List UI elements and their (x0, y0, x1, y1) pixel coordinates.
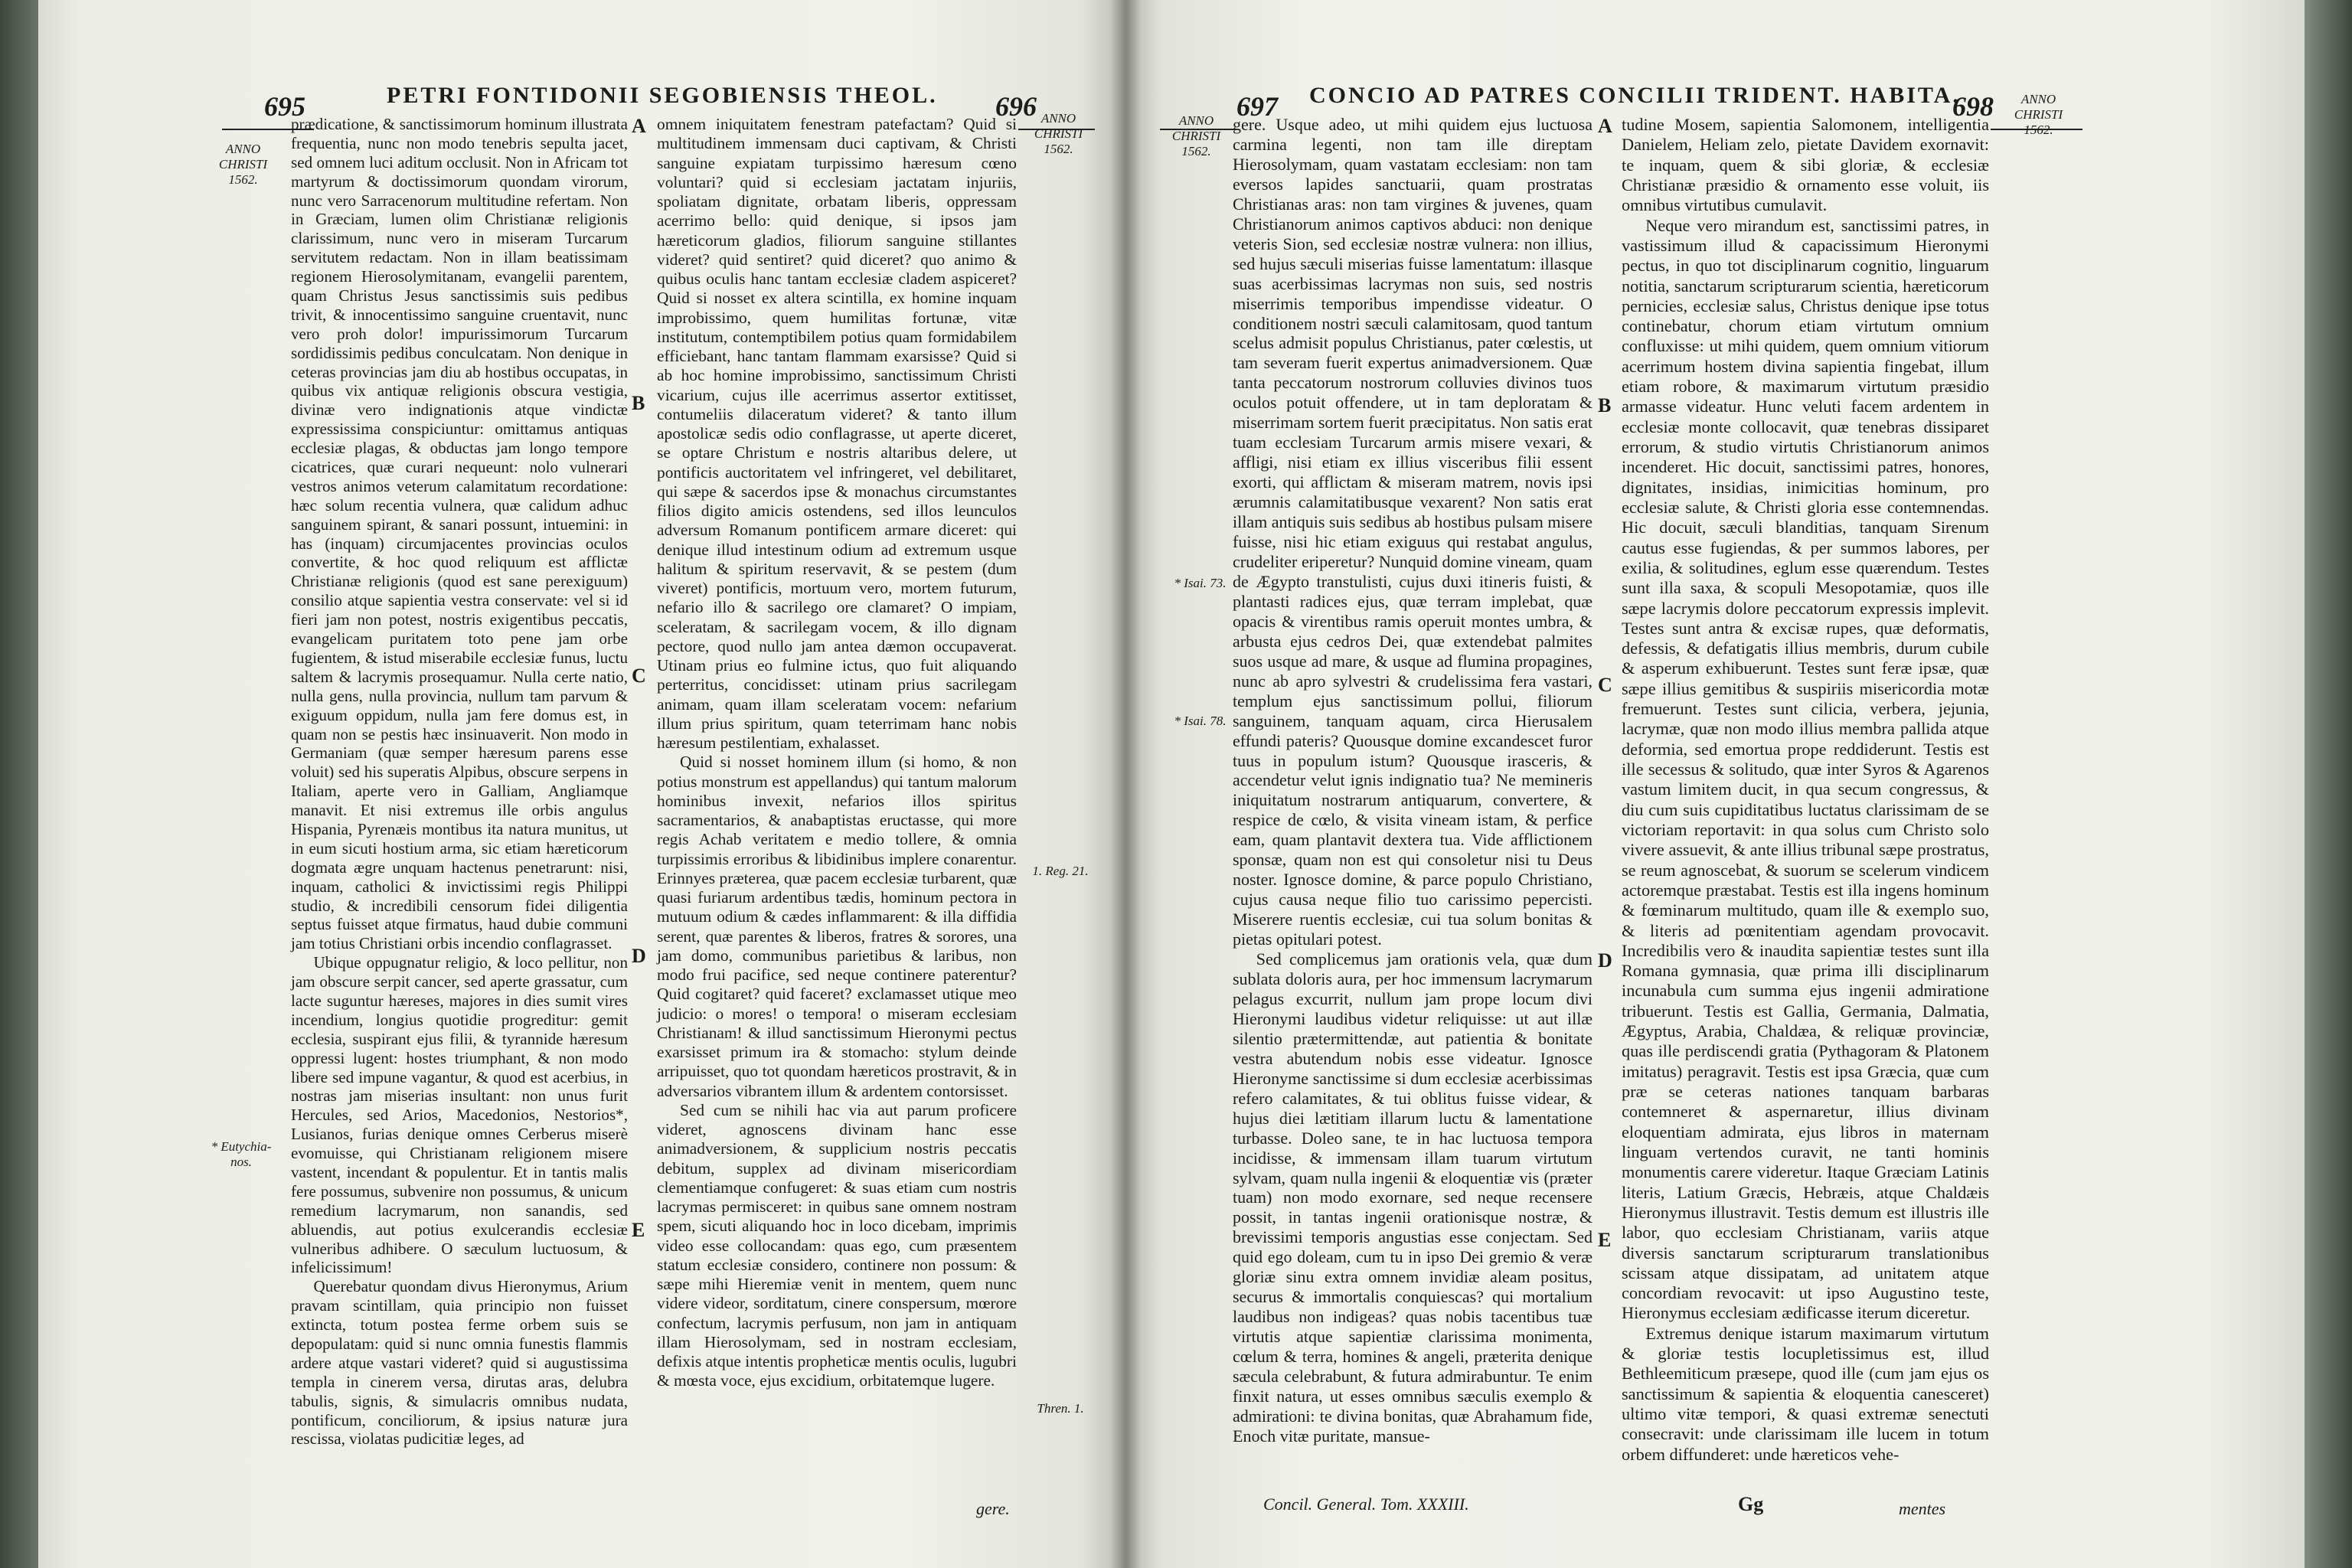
catchword-left: gere. (976, 1499, 1010, 1518)
paragraph: tudine Mosem, sapientia Salomonem, intelligentia Danielem, Heliam zelo, pietate Davidem exornavit: te inquam, quem & sibi gloriæ, & ecclesiæ Christianæ præsidio & ornamento esse voluit, iis omnibus virtutibus cumulavit. (1622, 115, 1989, 215)
section-letter-b: B (1598, 394, 1612, 416)
page-number-697: 697 (1236, 91, 1278, 122)
left-page-column-1 (291, 115, 628, 1449)
section-letter-a: A (632, 115, 646, 137)
margin-note-reg: 1. Reg. 21. (1032, 864, 1089, 878)
page-number-695: 695 (264, 91, 305, 122)
section-letter-e: E (1598, 1229, 1612, 1251)
page-number-698: 698 (1952, 91, 1994, 122)
section-letter-c: C (1598, 674, 1612, 696)
paragraph: gere. Usque adeo, ut mihi quidem ejus luctuosa carmina legenti, non tam ille direptam Hierosolymam, quam vastatam ecclesiam: non tam eversos lapides sanctuarii, quam prostratas Christianas aras: non tam virgines & juvenes, quam Christianorum animos captivos abduci: non denique veteris Sion, sed ecclesiæ nostræ vulnera: non illius, sed hujus sæculi miserias fuisse lamentatum: illasque suas acerbissimas lacrymas non suis, sed nostris miserrimis temporibus impendisse videatur. O conditionem nostri sæculi calamitosam, quod tantum scelus admisit populus Christianus, pater cœlestis, ut tam severam fuerit expertus animadversionem. Quæ tanta peccatorum nostrorum colluvies divinos tuos oculos potuit offendere, ut in tam deploratam & miserrimam sortem fuerit præcipitatus. Non satis erat tuam ecclesiam Turcarum armis misere vexari, & affligi, nisi etiam ex illius visceribus filii essent exorti, qui afflictam & miseram matrem, novis ipsi ærumnis calamitatibusque vexarent? Non satis erat illam antiquis suis sedibus ab hostibus pulsam misere fuisse, nisi hic etiam exiguus qui restabat angulus, crudeliter eriperetur? Nunquid domine vineam, quam de Ægypto transtulisti, cujus duxi itineris fuisti, & plantasti radices ejus, quæ terram implebat, quæ opacis & virentibus ramis operuit montes umbra, & arbusta ejus cedros Dei, quæ extendebat palmites suos usque ad mare, & usque ad flumina propagines, nunc ab apro sylvestri & crudelissima fera vastari, templum ejus sanctissimum pollui, filiorum sanguinem, tanquam aquam, circa Hierusalem effundi pateris? Quousque domine excandescet furor tuus in populum istum? Quousque irasceris, & accendetur velut ignis indignatio tua? Ne memineris iniquitatum nostrarum antiquarum, convertere, & respice de cœlo, & visita vineam istam, & perfice eam, quam plantavit dextera tua. Vide afflictionem sponsæ, quam non est qui consoletur nisi tu Deus noster. Ignosce domine, & parce populo Christiano, cujus causa neque filio tuo carissimo pepercisti. Miserere ruentis ecclesiæ, cui tua solum bonitas & pietas opitulari potest. (1233, 115, 1592, 949)
paragraph: Sed cum se nihili hac via aut parum proficere videret, agnoscens divinam hanc esse animadversionem, & supplicium nostris peccatis debitum, supplex ad divinam misericordiam clementiamque confugeret: & suas etiam cum nostris lacrymas permisceret: in quibus sane omnem nostram spem, sicuti aliquando hoc in loco dicebam, imprimis video esse collocandam: quas ego, cum præsentem statum ecclesiæ considero, continere non possum: & sæpe mihi Hieremiæ venit in mentem, quem nunc videre videor, sorditatum, cinere conspersum, mœrore confectum, lacrymis perfusum, non jam in antiquam illam Hierosolymam, sed in nostram ecclesiam, defixis atque intentis propheticæ mentis oculis, lugubri & mœsta voce, ejus excidium, orbitatemque lugere. (657, 1100, 1017, 1390)
signature-mark: Gg (1738, 1493, 1764, 1515)
section-letter-c: C (632, 665, 646, 687)
running-head-left: PETRI FONTIDONII SEGOBIENSIS THEOL. (387, 83, 938, 108)
margin-note-isai-78: * Isai. 78. (1174, 714, 1227, 728)
right-page-column-2 (1622, 115, 1989, 1465)
left-page-column-2 (657, 115, 1017, 1391)
margin-anno-left: ANNO CHRISTI 1562. (1171, 113, 1221, 158)
section-letter-b: B (632, 392, 645, 414)
paragraph: Querebatur quondam divus Hieronymus, Arium pravam scintillam, quia principio non fuisset extincta, totum postea ferme orbem suis se depopulatam: quid si nunc omnia funestis flammis ardere atque vastari videret? quid si augustissima templa in cinerem versa, dirutas aras, delubra tabulis, signis, & simulacris omnibus nudata, pontificum, conciliorum, & ipsius naturæ jura rescissa, violatas pudicitiæ leges, ad (291, 1277, 628, 1449)
section-letter-d: D (1598, 949, 1612, 972)
section-letter-d: D (632, 945, 646, 967)
section-letter-e: E (632, 1219, 645, 1241)
paragraph: Sed complicemus jam orationis vela, quæ dum sublata doloris aura, per hoc immensum lacrymarum pelagus excurrit, nullum jam prope locum divi Hieronymi laudibus videtur reliquisse: ut aut illæ silentio prætermittendæ, aut patientia & bonitate vestra abutendum nobis esse videatur. Ignosce Hieronyme sanctissime si dum ecclesiæ acerbissimas refero calamitates, & tui oblitus fuisse videar, & hujus diei lætitiam illarum luctu & lamentatione turbasse. Doleo sane, te in hac luctuosa tempora incidisse, & immensam illam tuarum virtutum sylvam, quam nulla ingenii & eloquentiæ vis (præter tuam) non modo exornare, sed neque recensere possit, in tantas ingenii orationisque nostræ, & brevissimi temporis angustias esse conjectam. Sed quid ego doleam, cum tu in ipso Dei gremio & veræ gloriæ sinu extra omnem invidiæ aleam positus, securus & immortalis conquiescas? qui mortalium laudibus non indigeas? quas nobis tacentibus tuæ virtutis atque sapientiæ clarissima monimenta, cœlum & terra, homines & angeli, præterita denique sæcula celebrabunt, & futura admirabuntur. Te enim finxit natura, ut esses omnibus sæculis exemplo & admirationi: te divina bonitas, quæ Abrahamum fide, Enoch vitæ puritate, mansue- (1233, 949, 1592, 1446)
page-number-696: 696 (995, 91, 1037, 122)
running-head-right: CONCIO AD PATRES CONCILII TRIDENT. HABITA. (1309, 83, 1961, 108)
paragraph: Ubique oppugnatur religio, & loco pellitur, non jam obscure serpit cancer, sed aperte grassatur, cum lacte suguntur hæreses, majores in dies sumit vires incendium, longius quotidie progreditur: gemit ecclesia, suspirant ejus filii, & tyrannide hæresum oppressi lugent: hostes triumphant, & non modo libere sed impune vagantur, & quod est acerbius, in nostras jam miserias insultant: non unus furit Hercules, sed Arios, Macedonios, Nestorios*, Lusianos, furias denique omnes Cerberus miserè evomuisse, qui Christianam religionem misere vastent, incendant & populentur. Et in tantis malis fere possumus, subvenire non possumus, & unicum remedium lacrymarum, non sanandis, sed abluendis, aut potius exulcerandis ecclesiæ vulneribus adhibere. O sæculum luctuosum, & infelicissimum! (291, 953, 628, 1277)
margin-note-eutychianos: * Eutychia-nos. (211, 1139, 272, 1169)
footer-volume: Concil. General. Tom. XXXIII. (1263, 1494, 1469, 1514)
paragraph: Extremus denique istarum maximarum virtutum & gloriæ testis locupletissimus est, illud Bethleemiticum præsepe, quod ille (cum jam ejus os sanctissimum & sapientia & eloquentia canesceret) ultimo vitæ tempori, & quasi extremæ senectuti consecravit: unde clarissimam ille lucem in totum orbem diffunderet: unde hæreticos vehe- (1622, 1323, 1989, 1464)
paragraph: prædicatione, & sanctissimorum hominum illustrata frequentia, nunc non modo tenebris sepulta jacet, sed omnem luci aditum occlusit. Non in Africam tot martyrum & doctissimorum quondam virorum, nunc vero Sarracenorum multitudine refertam. Non in Græciam, lumen olim Christianæ religionis clarissimum, nunc vero in miseram Turcarum servitutem redactam. Non in illam beatissimam regionem Hierosolymitanam, evangelii parentem, quam Christus Jesus sanctissimis suis pedibus trivit, & innocentissimo sanguine cruentavit, nunc vero proh dolor! impurissimorum Turcarum sordidissimis pedibus conculcatam. Non denique in ceteras provincias jam diu ab hostibus occupatas, in quibus vix antiquæ religionis obscura vestigia, divinæ vero indignationis atque vindictæ expressissima conspiciuntur: omittamus antiquas ecclesiæ plagas, & obductas jam longo tempore cicatrices, quæ curari nequeunt: nolo vulnerari vestros animos veterum calamitatum recordatione: hæc solum recentia vulnera, quæ calidum adhuc sanguinem spirant, & sanari possunt, intuemini: in has (inquam) circumjacentes provincias oculos convertite, & hoc quod reliquum est afflictæ Christianæ religionis (quod est sane perexiguum) consilio atque sapientia vestra conservate: vel si id fieri jam non potest, nostris exigentibus peccatis, evangelicam puritatem toto pene jam orbe fugientem, & istud miserabile ecclesiæ funus, luctu saltem & lacrymis prosequamur. Nulla certe natio, nulla gens, nulla provincia, nullum tam parvum & exiguum oppidum, nulla jam fere domus est, in quam non se pestis hæc insinuaverit. Non modo in Germaniam (quæ semper hæresum parens esse voluit) sed his superatis Alpibus, obscure serpens in Italiam, aperte vero in Galliam, Angliamque manavit. Et nisi extremus ille orbis angulus Hispania, Pyrenæis montibus ita natura munitus, ut in eum sicuti hostium arma, sic etiam hæreticorum dogmata ægre unquam hactenus penetrarunt: nisi, inquam, catholici & invictissimi regis Philippi studio, & incredibili censorum fidei diligentia septus fuisset atque firmatus, haud dubie communi jam totius Christiani orbis incendio conflagrasset. (291, 115, 628, 953)
paragraph: omnem iniquitatem fenestram patefactam? Quid si multitudinem immensam duci captivam, & Christi sanguine expiatam turpissimo hæresum cœno voluntari? quid si ecclesiam jactatam injuriis, spoliatam dignitate, orbatam liberis, oppressam acerrimo bello: quid denique, si ipsos jam hæreticorum gladios, filiorum sanguine stillantes videret? quid sentiret? quid diceret? quo animo & quibus oculis hanc tantam ecclesiæ cladem aspiceret? Quid si nosset ex altera scintilla, ex homine inquam improbissimo, quem humilitas fortunæ, vitæ institutum, contemptibilem potius quam formidabilem efficiebant, hanc tantam flammam exarsisse? Quid si ab hoc homine improbissimo, sanctissimum Christi vicarium, cujus ille acerrimus assertor extitisset, contumeliis dilaceratum videret? & tanto illum apostolicæ sedis odio conflagrasse, ut aperte diceret, se optare Christum e nostris altaribus delere, ut pontificis auctoritatem vel infringeret, vel debilitaret, qui sæpe & sacerdos ipse & monachus circumstantes filios digito amicis ostendens, sed illos leunculos adversum Romanum pontificem armare diceret: qui denique illud intestinum odium ad extremum usque halitum & spiritum reservavit, & se pestem (dum viveret) pontificis, mortuum vero, mortem futurum, nefario illo & sacrilego ore clamaret? O impiam, sceleratam, & sacrilegam vocem, & illo dignam pectore, quod nullo jam antea dæmon occupaverat. Utinam prius eo fulmine ictus, quo fuit aliquando perterritus, concidisset: utinam prius sacrilegam animam, quam illam sceleratam vocem: nefarium illum prius spiritum, quam teterrimam hanc nobis hæresum pestilentiam, exhalasset. (657, 115, 1017, 752)
paragraph: Quid si nosset hominem illum (si homo, & non potius monstrum est appellandus) qui tantum malorum hominibus invexit, nefarios illos spiritus sacramentarios, & anabaptistas eructasse, qui more regis Achab veritatem e medio tollere, & omnia turpissimis erroribus & libidinibus implere conarentur. Erinnyes præterea, quæ pacem ecclesiæ turbarent, quæ quasi furiarum ardentibus tædis, hominum pectora in mutuum odium & cædes inflammarent: & illa diffidia serent, quæ parentes & liberos, fratres & sorores, una jam domo, communibus parietibus & laribus, non modo frui pacifice, sed neque continere paterentur? Quid cogitaret? quid faceret? exclamasset utique meo judicio: o mores! o tempora! o miseram ecclesiam Christianam! & illud sanctissimum Hieronymi pectus exarsisset primum ira & stomacho: stylum deinde arripuisset, quo tot quondam hæreticos prostravit, & in adversarios vibrantem illum & ardentem contorsisset. (657, 753, 1017, 1100)
right-page-column-1 (1233, 115, 1592, 1446)
book-gutter (1110, 0, 1141, 1568)
margin-anno-right: ANNO CHRISTI 1562. (2014, 92, 2063, 137)
left-page (38, 0, 1125, 1568)
paragraph: Neque vero mirandum est, sanctissimi patres, in vastissimum illud & capacissimum Hieronymi pectus, in quo tot disciplinarum cognitio, linguarum notitia, sanctarum scripturarum scientia, hæreticorum pernicies, ecclesiæ salus, Christus denique ipse totus continebatur, chorum etiam virtutum omnium confluxisse: ut mihi quidem, quem omnium vitiorum acerrimum hostem divina sapientia fingebat, illum etiam robore, & maximarum virtutum præsidio armasse videatur. Hunc veluti facem ardentem in ecclesiæ monte collocavit, quæ tenebras dissiparet errorum, & studio virtutis Christianorum animos incenderet. Hic docuit, sanctissimi patres, honores, dignitates, insidias, inimicitias hominum, pro ecclesiæ salute, & Christi gloria esse contemnendas. Hic docuit, sæculi blanditias, tanquam Sirenum cautus esse fugiendas, & per summos labores, per exilia, & solitudines, eglum esse quærendum. Testes sunt illa saxa, & scopuli Mesopotamiæ, quos ille sæpe lacrymis dolore peccatorum expressis implevit. Testes sunt antra & excisæ rupes, quæ deformatis, defessis, & defatigatis illius membris, durum cubile & asperum exhibuerunt. Testes sunt feræ ipsæ, quæ sæpe illius gemitibus & suspiriis misericordia motæ fremuerunt. Testes sunt cilicia, verbera, jejunia, lacrymæ, quæ non modo illius membra pallida atque deformia, sed emortua prope reddiderunt. Testis est ille secessus & solitudo, quæ inter Syros & Agarenos vastum limitem ducit, in qua secum congressus, & diu cum suis cupiditatibus luctatus clarissimam de se victoriam reportavit: in qua solus cum Christo solo vivere assuevit, & ante illius tribunal sæpe prostratus, se reum agnoscebat, & suorum se scelerum vindicem actoremque præstabat. Testis est illa ingens hominum & fœminarum multitudo, quam ille & exemplo suo, & literis ad pœnitentiam agendam provocavit. Incredibilis vero & inaudita sapientiæ testes sunt illa Romana gymnasia, quæ prima illi disciplinarum incunabula cum summa ejus ingenii admiratione tribuerunt. Testis est Gallia, Germania, Dalmatia, Ægyptus, Arabia, Chaldæa, & reliquæ provinciæ, quas ille perdiscendi gratia (Pythagoram & Platonem imitatus) peragravit. Testis est ipsa Græcia, quæ cum præ se ceteras nationes tanquam barbaras contemneret & aspernaretur, illius divinam eloquentiam admirata, ejus libros in maternam linguam vertendos curavit, ne tanti hominis monumentis carere videretur. Itaque Græciam Latinis literis, Latium Græcis, Hebræis, atque Chaldæis Hieronymus illustravit. Testis demum est illustris ille labor, quo ecclesiam Christianam, variis atque diversis sanctarum scripturarum translationibus scissam atque dissipatam, ad unitatem atque concordiam revocavit: ut ipso Augustino teste, Hieronymus ecclesiam ædificasse iterum diceretur. (1622, 215, 1989, 1323)
section-letter-a: A (1598, 115, 1612, 137)
margin-note-thren: Thren. 1. (1037, 1401, 1084, 1416)
margin-anno-right: ANNO CHRISTI 1562. (1034, 111, 1083, 156)
table-surface-right (2298, 0, 2352, 1568)
catchword-right: mentes (1899, 1499, 1946, 1518)
right-page (1125, 0, 2305, 1568)
margin-anno-left: ANNO CHRISTI 1562. (218, 142, 268, 187)
margin-note-isai-73: * Isai. 73. (1174, 576, 1227, 590)
